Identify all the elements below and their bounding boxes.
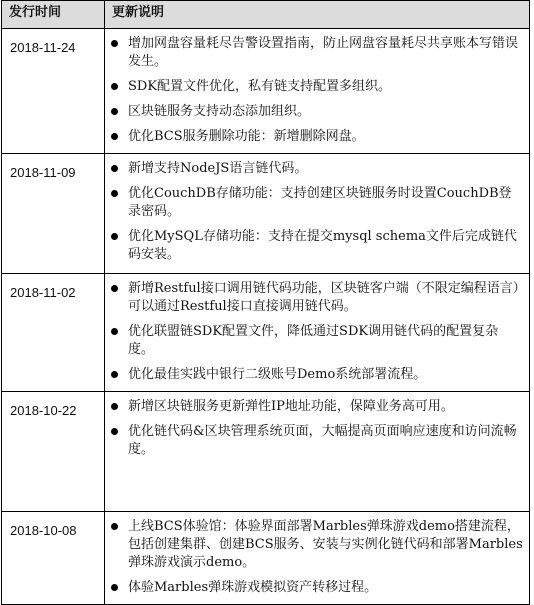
list-item-text: 优化链代码&区块管理系统页面，大幅提高页面响应速度和访问流畅度。: [128, 424, 517, 457]
bullet-icon: [111, 428, 118, 435]
table-row: [2, 154, 530, 274]
bullet-icon: [111, 403, 118, 410]
list-item: [105, 366, 523, 384]
bullet-icon: [111, 108, 118, 115]
update-notes: [105, 392, 530, 512]
bullet-icon: [111, 233, 118, 240]
list-item-text: 体验Marbles弹珠游戏模拟资产转移过程。: [128, 580, 378, 595]
list-item: [105, 228, 523, 264]
release-date: 2018-10-22: [2, 392, 105, 512]
header-row: [2, 1, 530, 29]
update-list: [105, 35, 523, 146]
list-item: [105, 280, 523, 316]
list-item-text: 增加网盘容量耗尽告警设置指南，防止网盘容量耗尽共享账本写错误发生。: [128, 36, 519, 69]
update-list: [105, 398, 523, 459]
bullet-icon: [111, 285, 118, 292]
bullet-icon: [111, 83, 118, 90]
header-release-date: 发行时间: [2, 1, 105, 29]
list-item-text: 优化最佳实践中银行二级账号Demo系统部署流程。: [128, 367, 427, 382]
list-item-text: 新增Restful接口调用链代码功能，区块链客户端（不限定编程语言）可以通过Restful接口直接调用链代码。: [128, 281, 520, 314]
list-item: [105, 518, 523, 572]
table-row: [2, 512, 530, 605]
list-item-text: 新增支持NodeJS语言链代码。: [128, 161, 308, 176]
bullet-icon: [111, 328, 118, 335]
list-item-text: 优化联盟链SDK配置文件，降低通过SDK调用链代码的配置复杂度。: [128, 324, 499, 357]
list-item-text: 优化MySQL存储功能：支持在提交mysql schema文件后完成链代码安装。: [128, 229, 517, 262]
release-date: 2018-10-08: [2, 512, 105, 605]
bullet-icon: [111, 40, 118, 47]
update-list: [105, 518, 523, 597]
bullet-icon: [111, 523, 118, 530]
header-update-notes: 更新说明: [105, 1, 530, 29]
list-item-text: 优化CouchDB存储功能：支持创建区块链服务时设置CouchDB登录密码。: [128, 186, 512, 219]
update-notes: [105, 512, 530, 605]
update-notes: [105, 154, 530, 274]
update-list: [105, 280, 523, 384]
list-item: [105, 128, 523, 146]
bullet-icon: [111, 190, 118, 197]
list-item: [105, 323, 523, 359]
list-item-text: 区块链服务支持动态添加组织。: [128, 104, 311, 119]
list-item: [105, 423, 523, 459]
bullet-icon: [111, 133, 118, 140]
list-item: [105, 103, 523, 121]
list-item: [105, 185, 523, 221]
table-row: [2, 392, 530, 512]
list-item-text: 新增区块链服务更新弹性IP地址功能，保障业务高可用。: [128, 399, 454, 414]
release-date: 2018-11-09: [2, 154, 105, 274]
release-date: 2018-11-24: [2, 29, 105, 154]
list-item-text: SDK配置文件优化，私有链支持配置多组织。: [128, 79, 392, 94]
update-notes: [105, 274, 530, 392]
list-item: [105, 398, 523, 416]
list-item: [105, 35, 523, 71]
bullet-icon: [111, 584, 118, 591]
update-list: [105, 160, 523, 264]
list-item: [105, 579, 523, 597]
list-item: [105, 78, 523, 96]
list-item-text: 上线BCS体验馆：体验界面部署Marbles弹珠游戏demo搭建流程，包括创建集群、创建BCS服务、安装与实例化链代码和部署Marbles弹珠游戏演示demo。: [128, 519, 523, 570]
table-row: [2, 274, 530, 392]
list-item: [105, 160, 523, 178]
release-date: 2018-11-02: [2, 274, 105, 392]
bullet-icon: [111, 165, 118, 172]
release-history-table: [1, 0, 530, 605]
bullet-icon: [111, 371, 118, 378]
table-row: [2, 29, 530, 154]
list-item-text: 优化BCS服务删除功能：新增删除网盘。: [128, 129, 365, 144]
table-body: [2, 29, 530, 605]
update-notes: [105, 29, 530, 154]
